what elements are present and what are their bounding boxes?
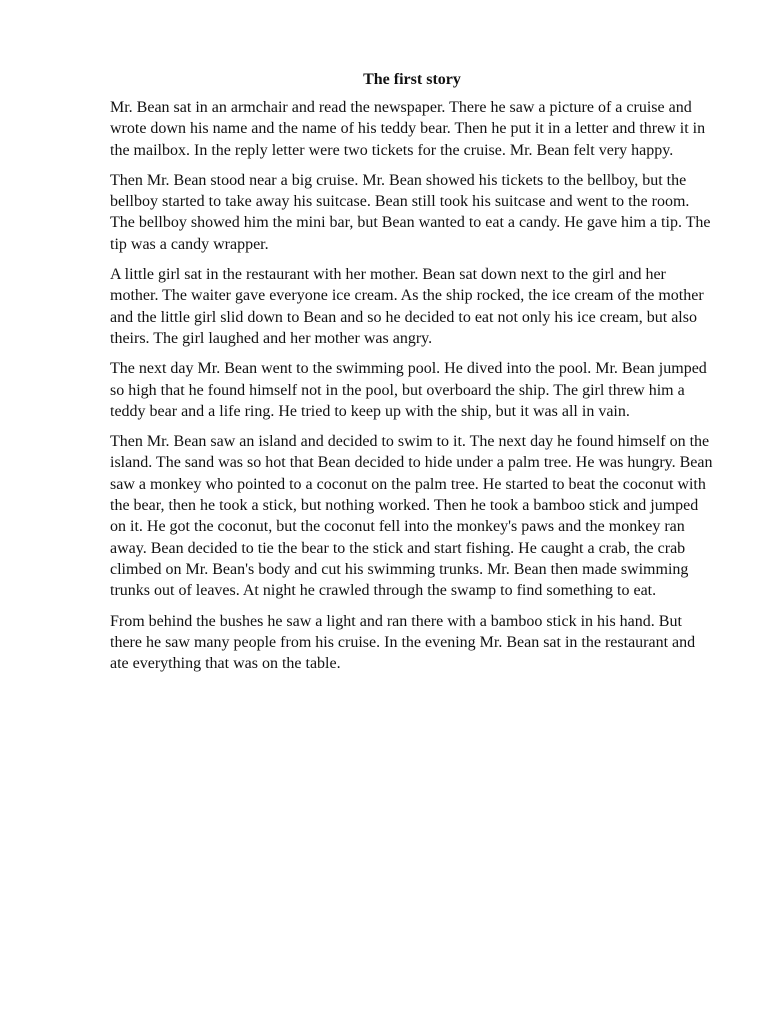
story-title: The first story (363, 71, 461, 88)
paragraph-5: Then Mr. Bean saw an island and decided to swim to it. The next day he found himself on the island. The sand was so hot that Bean decided to hide under a palm tree. He was hungry. Bean saw a monkey who pointed to a coconut on the palm tree. He started to beat the coconut with the bear, then he took a stick, but nothing worked. Then he took a bamboo stick and jumped on it. He got the coconut, but the coconut fell into the monkey's paws and the monkey ran away. Bean decided to tie the bear to the stick and start fishing. He caught a crab, the crab climbed on Mr. Bean's body and cut his swimming trunks. Mr. Bean then made swimming trunks out of leaves. At night he crawled through the swamp to find something to eat. (110, 433, 713, 600)
paragraph-3: A little girl sat in the restaurant with her mother. Bean sat down next to the girl and her mother. The waiter gave everyone ice cream. As the ship rocked, the ice cream of the mother and the little girl slid down to Bean and so he decided to eat not only his ice cream, but also theirs. The girl laughed and her mother was angry. (110, 266, 704, 347)
paragraph-1: Mr. Bean sat in an armchair and read the newspaper. There he saw a picture of a cruise and wrote down his name and the name of his teddy bear. Then he put it in a letter and threw it in the mailbox. In the reply letter were two tickets for the cruise. Mr. Bean felt very happy. (110, 99, 706, 159)
document-page (110, 70, 714, 683)
paragraph-6: From behind the bushes he saw a light and ran there with a bamboo stick in his hand. But there he saw many people from his cruise. In the evening Mr. Bean sat in the restaurant and ate everything that was on the table. (110, 612, 696, 673)
paragraph-2: Then Mr. Bean stood near a big cruise. Mr. Bean showed his tickets to the bellboy, but the bellboy started to take away his suitcase. Bean still took his suitcase and went to the room. The bellboy showed him the mini bar, but Bean wanted to eat a candy. He gave him a tip. The tip was a candy wrapper. (110, 171, 711, 253)
paragraph-4: The next day Mr. Bean went to the swimming pool. He dived into the pool. Mr. Bean jumped so high that he found himself not in the pool, but overboard the ship. The girl threw him a teddy bear and a life ring. He tried to keep up with the ship, but it was all in vain. (110, 360, 707, 420)
